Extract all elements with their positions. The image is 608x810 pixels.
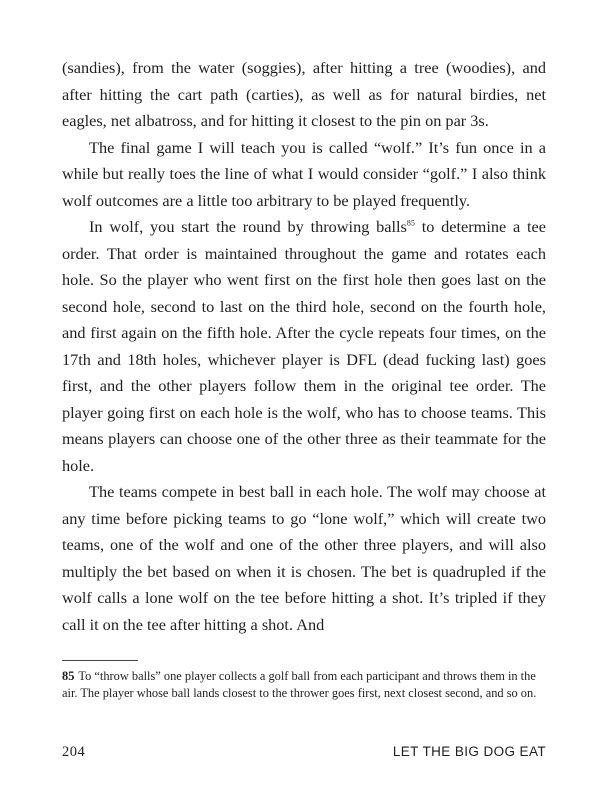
footnote-number: 85 (62, 669, 75, 683)
footnote-divider (62, 660, 138, 661)
paragraph-text-before-ref: In wolf, you start the round by throwing balls (89, 217, 407, 236)
running-head: LET THE BIG DOG EAT (392, 744, 546, 759)
footnote (62, 668, 546, 702)
paragraph-tee-order (62, 214, 546, 479)
footnote-reference[interactable]: 85 (406, 218, 415, 228)
page-number: 204 (62, 744, 86, 760)
paragraph-text-after-ref: to determine a tee order. That order is maintained throughout the game and rotates each hole. So the player who went first on the first hole then goes last on the second hole, second to last on the third hole, second on the fourth hole, and first again on the fifth hole. After the cycle repeats four times, on the 17th and 18th holes, whichever player is DFL (dead fucking last) goes first, and the other players follow them in the original tee order. The player going first on each hole is the wolf, who has to choose teams. This means players can choose one of the other three as their teammate for the hole. (62, 217, 547, 475)
paragraph-best-ball: The teams compete in best ball in each hole. The wolf may choose at any time before picking teams to go “lone wolf,” which will create two teams, one of the wolf and one of the other three players, and will also multiply the bet based on when it is chosen. The bet is quadrupled if the wolf calls a lone wolf on the tee before hitting a shot. It’s tripled if they call it on the tee after hitting a shot. And (62, 482, 546, 634)
body-text (62, 55, 546, 638)
footnote-text: To “throw balls” one player collects a golf ball from each participant and throws them in the air. The player whose ball lands closest to the thrower goes first, next closest second, and so on. (62, 669, 537, 700)
paragraph-continued: (sandies), from the water (soggies), after hitting a tree (woodies), and after hitting the cart path (carties), as well as for natural birdies, net eagles, net albatross, and for hitting it closest to the pin on par 3s. (62, 58, 546, 130)
paragraph-wolf-intro: The final game I will teach you is called “wolf.” It’s fun once in a while but really toes the line of what I would consider “golf.” I also think wolf outcomes are a little too arbitrary to be played frequently. (62, 137, 546, 210)
